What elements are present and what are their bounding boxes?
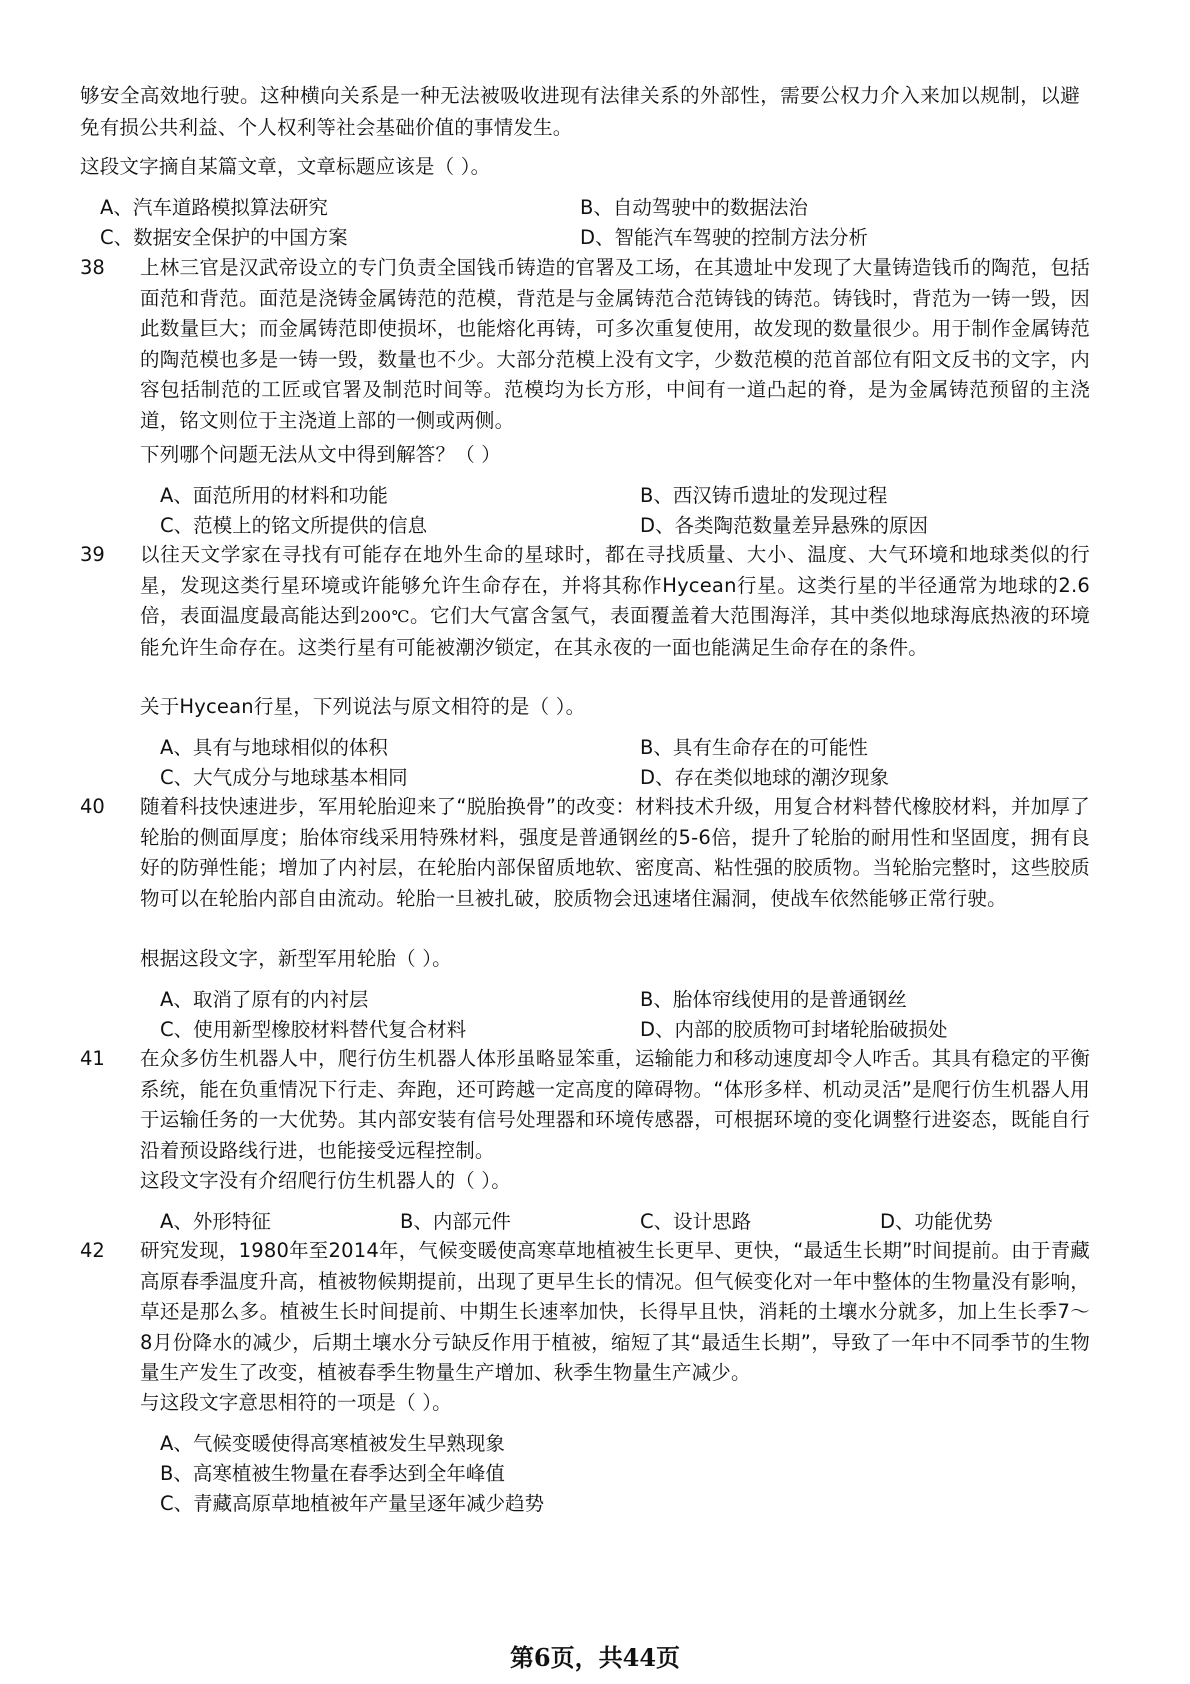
option-b: B、自动驾驶中的数据法治 <box>580 196 808 219</box>
option-c: C、使用新型橡胶材料替代复合材料 <box>160 1018 467 1041</box>
option-a: A、外形特征 <box>160 1210 271 1233</box>
option-c: C、范模上的铭文所提供的信息 <box>160 514 428 537</box>
question-passage: 研究发现，1980年至2014年，气候变暖使高寒草地植被生长更早、更快，“最适生长期”时间提前。由于青藏高原春季温度升高，植被物候期提前，出现了更早生长的情况。但气候变化对一年中整体的生物量没有影响，草还是那么多。植被生长时间提前、中期生长速率加快，长得早且快，消耗的土壤水分就多，加上生长季7～8月份降水的减少，后期土壤水分亏缺反作用于植被，缩短了其“最适生长期”，导致了一年中不同季节的生物量生产发生了改变，植被春季生物量生产增加、秋季生物量生产减少。 <box>140 1239 1090 1384</box>
question-stem: 这段文字摘自某篇文章，文章标题应该是（ ）。 <box>80 155 491 178</box>
question-passage: 上林三官是汉武帝设立的专门负责全国钱币铸造的官署及工场，在其遗址中发现了大量铸造钱币的陶范，包括面范和背范。面范是浇铸金属铸范的范模，背范是与金属铸范合范铸钱的铸范。铸钱时，背范为一铸一毁，因此数量巨大；而金属铸范即使损坏，也能熔化再铸，可多次重复使用，故发现的数量很少。用于制作金属铸范的陶范模也多是一铸一毁，数量也不少。大部分范模上没有文字，少数范模的范首部位有阳文反书的文字，内容包括制范的工匠或官署及制范时间等。范模均为长方形，中间有一道凸起的脊，是为金属铸范预留的主浇道，铭文则位于主浇道上部的一侧或两侧。 <box>140 256 1090 432</box>
question-stem: 关于Hycean行星，下列说法与原文相符的是（ ）。 <box>140 695 586 718</box>
option-c: C、设计思路 <box>640 1210 752 1233</box>
passage-continuation: 够安全高效地行驶。这种横向关系是一种无法被吸收进现有法律关系的外部性，需要公权力介入来加以规制，以避免有损公共利益、个人权利等社会基础价值的事情发生。 <box>80 84 1080 139</box>
question-stem: 与这段文字意思相符的一项是（ ）。 <box>140 1391 452 1414</box>
option-b: B、西汉铸币遗址的发现过程 <box>640 484 888 507</box>
option-a: A、具有与地球相似的体积 <box>160 736 388 759</box>
option-b: B、高寒植被生物量在春季达到全年峰值 <box>160 1462 505 1485</box>
option-b: B、胎体帘线使用的是普通钢丝 <box>640 988 907 1011</box>
option-b: B、具有生命存在的可能性 <box>640 736 868 759</box>
option-b: B、内部元件 <box>400 1210 511 1233</box>
question-passage: 在众多仿生机器人中，爬行仿生机器人体形虽略显笨重，运输能力和移动速度却令人咋舌。其具有稳定的平衡系统，能在负重情况下行走、奔跑，还可跨越一定高度的障碍物。“体形多样、机动灵活”是爬行仿生机器人用于运输任务的一大优势。其内部安装有信号处理器和环境传感器，可根据环境的变化调整行进姿态，既能自行沿着预设路线行进，也能接受远程控制。 <box>140 1047 1090 1162</box>
question-number: 40 <box>80 795 105 818</box>
passage-text: 以往天文学家在寻找有可能存在地外生命的星球时，都在寻找质量、大小、温度、大气环境和地球类似的行星，发现这类行星环境或许能够允许生命存在，并将其称作Hycean行星。这类行星的半径通常为地球的2.6倍，表面温度最高能达到 <box>140 543 1090 627</box>
question-stem: 根据这段文字，新型军用轮胎（ ）。 <box>140 947 452 970</box>
question-number: 42 <box>80 1239 105 1262</box>
question-stem: 这段文字没有介绍爬行仿生机器人的（ ）。 <box>140 1169 511 1192</box>
option-a: A、取消了原有的内衬层 <box>160 988 369 1011</box>
option-d: D、功能优势 <box>880 1210 993 1233</box>
option-a: A、气候变暖使得高寒植被发生早熟现象 <box>160 1432 505 1455</box>
question-number: 41 <box>80 1047 105 1070</box>
option-c: C、青藏高原草地植被年产量呈逐年减少趋势 <box>160 1492 545 1515</box>
temperature-value: 200℃ <box>360 607 410 626</box>
option-c: C、数据安全保护的中国方案 <box>100 226 348 249</box>
question-passage: 随着科技快速进步，军用轮胎迎来了“脱胎换骨”的改变：材料技术升级，用复合材料替代橡胶材料，并加厚了轮胎的侧面厚度；胎体帘线采用特殊材料，强度是普通钢丝的5-6倍，提升了轮胎的耐用性和坚固度，拥有良好的防弹性能；增加了内衬层，在轮胎内部保留质地软、密度高、粘性强的胶质物。当轮胎完整时，这些胶质物可以在轮胎内部自由流动。轮胎一旦被扎破，胶质物会迅速堵住漏洞，使战车依然能够正常行驶。 <box>140 795 1090 910</box>
question-passage <box>140 540 1090 663</box>
question-number: 38 <box>80 256 105 279</box>
option-d: D、存在类似地球的潮汐现象 <box>640 766 890 789</box>
passage-text: 。它们大气富含氢气，表面覆盖着大范围海洋，其中类似地球海底热液的环境能允许生命存在。这类行星有可能被潮汐锁定，在其永夜的一面也能满足生命存在的条件。 <box>140 604 1090 659</box>
option-a: A、汽车道路模拟算法研究 <box>100 196 328 219</box>
option-d: D、内部的胶质物可封堵轮胎破损处 <box>640 1018 948 1041</box>
option-a: A、面范所用的材料和功能 <box>160 484 388 507</box>
option-d: D、各类陶范数量差异悬殊的原因 <box>640 514 929 537</box>
page-footer: 第6页，共44页 <box>509 1643 681 1672</box>
option-c: C、大气成分与地球基本相同 <box>160 766 408 789</box>
option-d: D、智能汽车驾驶的控制方法分析 <box>580 226 869 249</box>
question-number: 39 <box>80 543 105 566</box>
question-stem: 下列哪个问题无法从文中得到解答？（ ） <box>140 443 501 466</box>
